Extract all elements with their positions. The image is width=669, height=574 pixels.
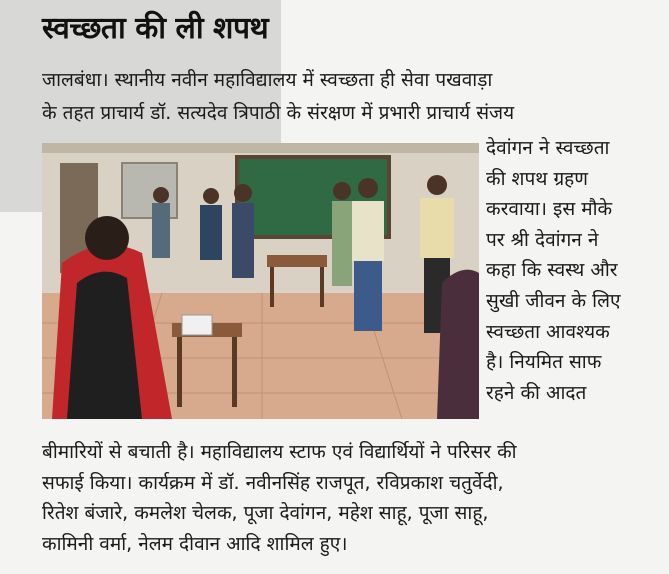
article-side-line: कहा कि स्वस्थ और <box>486 259 618 282</box>
article-side-line: देवांगन ने स्वच्छता <box>486 137 610 159</box>
news-photo-oath-ceremony <box>42 143 479 419</box>
article-side-line: स्वच्छता आवश्यक <box>486 320 610 343</box>
article-bottom-paragraph <box>42 437 517 559</box>
article-side-line: करवाया। इस मौके <box>486 198 613 221</box>
article-side-column <box>486 133 666 408</box>
headline: स्वच्छता की ली शपथ <box>42 11 269 46</box>
article-side-line: है। नियमित साफ <box>486 351 602 374</box>
article-side-line: पर श्री देवांगन ने <box>486 228 599 251</box>
article-bottom-line: बीमारियों से बचाती है। महाविद्यालय स्टाफ एवं विद्यार्थियों ने परिसर की <box>42 441 517 463</box>
article-side-line: रहने की आदत <box>486 381 587 404</box>
article-side-line: की शपथ ग्रहण <box>486 167 588 190</box>
article-bottom-line: कामिनी वर्मा, नेलम दीवान आदि शामिल हुए। <box>42 532 348 555</box>
article-text-line-2: के तहत प्राचार्य डॉ. सत्यदेव त्रिपाठी के संरक्षण में प्रभारी प्राचार्य संजय <box>42 102 515 124</box>
article-bottom-line: रितेश बंजारे, कमलेश चेलक, पूजा देवांगन, महेश साहू, पूजा साहू, <box>42 502 489 524</box>
article-text-line-1: जालबंधा। स्थानीय नवीन महाविद्यालय में स्वच्छता ही सेवा पखवाड़ा <box>42 69 493 91</box>
article-side-line: सुखी जीवन के लिए <box>486 289 621 312</box>
article-bottom-line: सफाई किया। कार्यक्रम में डॉ. नवीनसिंह राजपूत, रविप्रकाश चतुर्वेदी, <box>42 471 504 494</box>
